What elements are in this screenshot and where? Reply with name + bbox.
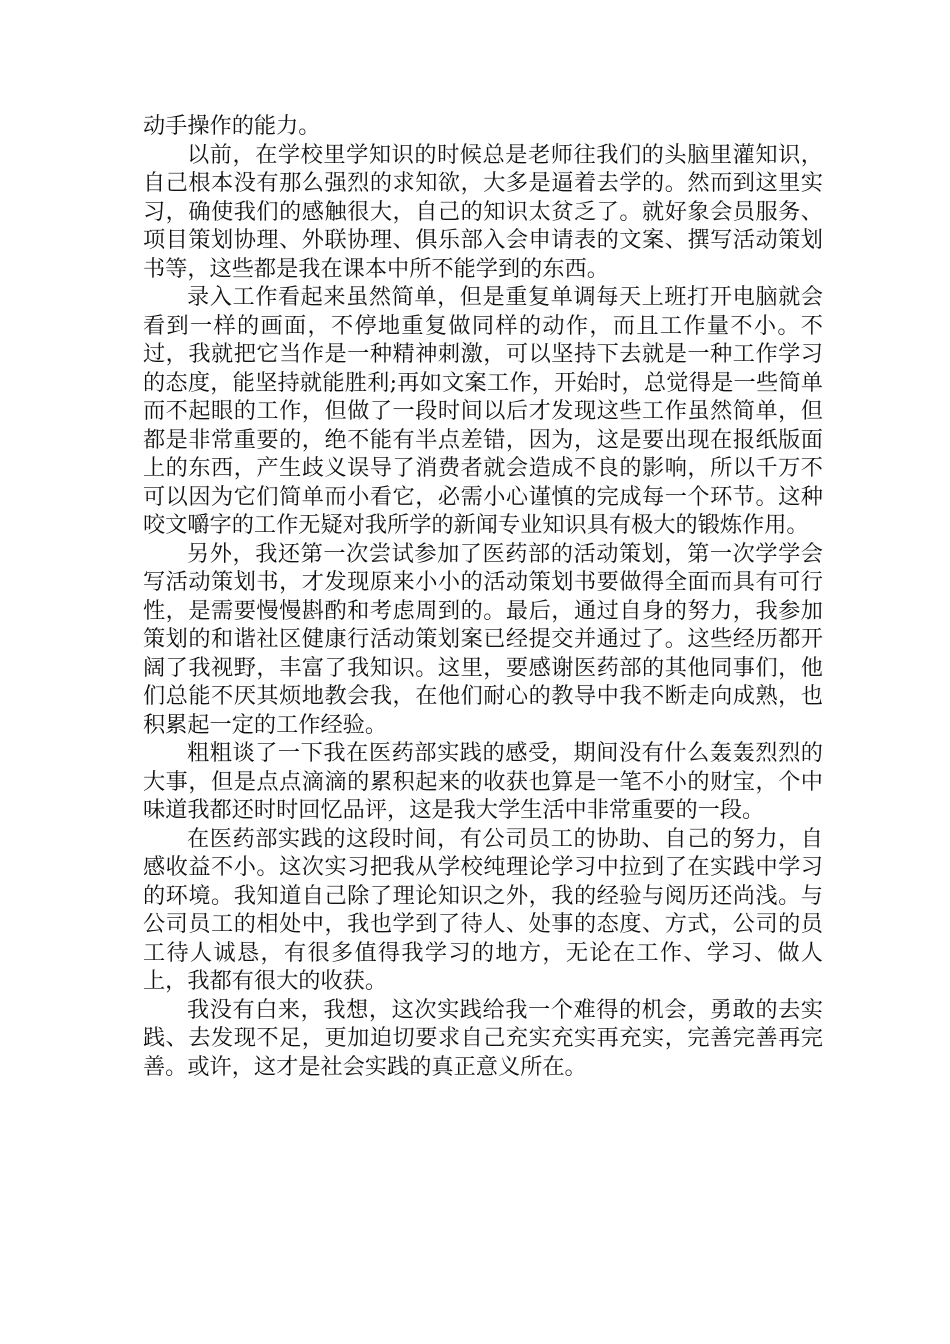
- paragraph-5: 粗粗谈了一下我在医药部实践的感受，期间没有什么轰轰烈烈的大事，但是点点滴滴的累积起来的收获也算是一笔不小的财宝，个中味道我都还时时回忆品评，这是我大学生活中非常重要的一段。: [143, 740, 823, 823]
- paragraph-4: 另外，我还第一次尝试参加了医药部的活动策划，第一次学学会写活动策划书，才发现原来小小的活动策划书要做得全面而具有可行性，是需要慢慢斟酌和考虑周到的。最后，通过自身的努力，我参加策划的和谐社区健康行活动策划案已经提交并通过了。这些经历都开阔了我视野，丰富了我知识。这里，要感谢医药部的其他同事们，他们总能不厌其烦地教会我，在他们耐心的教导中我不断走向成熟，也积累起一定的工作经验。: [143, 540, 823, 738]
- paragraph-6: 在医药部实践的这段时间，有公司员工的协助、自己的努力，自感收益不小。这次实习把我从学校纯理论学习中拉到了在实践中学习的环境。我知道自己除了理论知识之外，我的经验与阅历还尚浅。与公司员工的相处中，我也学到了待人、处事的态度、方式，公司的员工待人诚恳，有很多值得我学习的地方，无论在工作、学习、做人上，我都有很大的收获。: [143, 825, 823, 994]
- paragraph-2: 以前，在学校里学知识的时候总是老师往我们的头脑里灌知识，自己根本没有那么强烈的求知欲，大多是逼着去学的。然而到这里实习，确使我们的感触很大，自己的知识太贫乏了。就好象会员服务、项目策划协理、外联协理、俱乐部入会申请表的文案、撰写活动策划书等，这些都是我在课本中所不能学到的东西。: [143, 141, 823, 282]
- paragraph-3: 录入工作看起来虽然简单，但是重复单调每天上班打开电脑就会看到一样的画面，不停地重复做同样的动作，而且工作量不小。不过，我就把它当作是一种精神刺激，可以坚持下去就是一种工作学习的态度，能坚持就能胜利;再如文案工作，开始时，总觉得是一些简单而不起眼的工作，但做了一段时间以后才发现这些工作虽然简单，但都是非常重要的，绝不能有半点差错，因为，这是要出现在报纸版面上的东西，产生歧义误导了消费者就会造成不良的影响，所以千万不可以因为它们简单而小看它，必需小心谨慎的完成每一个环节。这种咬文嚼字的工作无疑对我所学的新闻专业知识具有极大的锻炼作用。: [143, 284, 823, 538]
- document-body: [143, 112, 823, 1081]
- paragraph-1: 动手操作的能力。: [143, 113, 321, 139]
- paragraph-7: 我没有白来，我想，这次实践给我一个难得的机会，勇敢的去实践、去发现不足，更加迫切要求自己充实充实再充实，完善完善再完善。或许，这才是社会实践的真正意义所在。: [143, 996, 823, 1080]
